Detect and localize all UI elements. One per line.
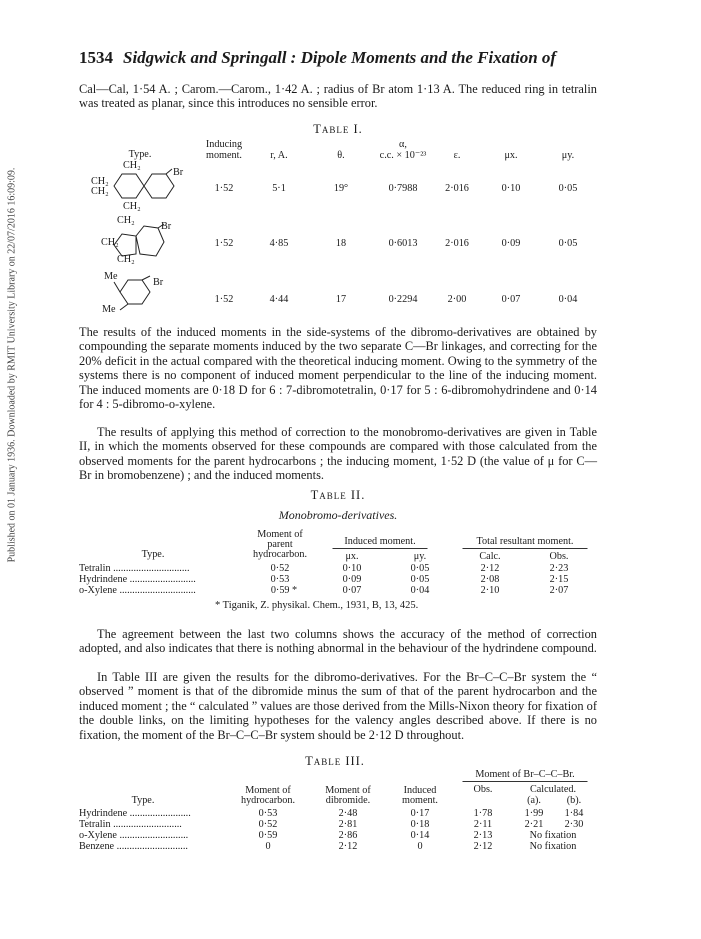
- t1r1-r: 5·1: [272, 183, 286, 194]
- running-title: Sidgwick and Springall : Dipole Moments and the Fixation of: [123, 48, 557, 67]
- download-watermark: Published on 01 January 1936. Downloaded by RMIT University Library on 22/07/2016 16:09:09.: [6, 167, 18, 563]
- t3-h-hydro-1: Moment of: [245, 785, 291, 796]
- table1-title: Table I.: [313, 122, 363, 136]
- t1-s3-br: Br: [153, 277, 164, 288]
- t3r2-a: 2·21: [524, 819, 544, 830]
- t3r3-dibromide: 2·86: [338, 830, 358, 841]
- t1r2-r: 4·85: [269, 238, 289, 249]
- t3-h-b: (b).: [566, 795, 582, 806]
- t2r1-muy: 0·05: [410, 563, 430, 574]
- table1-header-type: Type.: [128, 149, 152, 160]
- t1r3-r: 4·44: [269, 294, 289, 305]
- t2r2-muy: 0·05: [410, 574, 430, 585]
- t1-s3-me-top: Me: [104, 271, 118, 282]
- t2r2-obs: 2·15: [549, 574, 569, 585]
- t1r3-muy: 0·04: [558, 294, 578, 305]
- t2-h-moment-2: parent: [267, 539, 293, 550]
- table2-title: Table II.: [310, 488, 366, 502]
- t2r3-mux: 0·07: [342, 585, 362, 596]
- t2r3-calc: 2·10: [480, 585, 500, 596]
- t2r1-moment: 0·52: [270, 563, 290, 574]
- t1r3-inducing: 1·52: [214, 294, 234, 305]
- t1r3-mux: 0·07: [501, 294, 521, 305]
- t2-h-type: Type.: [141, 549, 165, 560]
- t3r2-b: 2·30: [564, 819, 584, 830]
- t2-h-moment-1: Moment of: [257, 529, 303, 540]
- t1-s1-ch2-top: CH₂: [123, 160, 141, 171]
- page-number: 1534: [79, 48, 113, 67]
- t2-h-moment-3: hydrocarbon.: [252, 549, 308, 560]
- table2-subtitle: Monobromo-derivatives.: [278, 508, 398, 522]
- t2r1-mux: 0·10: [342, 563, 362, 574]
- t3r1-induced: 0·17: [410, 808, 430, 819]
- t1r3-theta: 17: [335, 294, 347, 305]
- t1r2-mux: 0·09: [501, 238, 521, 249]
- t3r4-calc: No fixation: [529, 841, 577, 852]
- t3r3-calc: No fixation: [529, 830, 577, 841]
- t3-h-induced-1: Induced: [403, 785, 437, 796]
- t3r2-induced: 0·18: [410, 819, 430, 830]
- t3-h-induced-2: moment.: [402, 795, 438, 806]
- t3r1-b: 1·84: [564, 808, 584, 819]
- t1-s2-ch2-bottom: CH₂: [117, 254, 135, 265]
- t2r2-type: Hydrindene ..........................: [79, 574, 196, 585]
- t2r2-calc: 2·08: [480, 574, 500, 585]
- t3r4-obs: 2·12: [473, 841, 493, 852]
- t3r1-a: 1·99: [524, 808, 544, 819]
- t3-h-type: Type.: [131, 795, 155, 806]
- t1-s3-me-bottom: Me: [102, 304, 116, 315]
- table3-title: Table III.: [305, 754, 365, 768]
- t1r2-alpha: 0·6013: [388, 238, 418, 249]
- paragraph-agreement: The agreement between the last two columns shows the accuracy of the method of correction adopted, and also indicates that there is nothing abnormal in the behaviour of the hydrindene compound.: [79, 627, 597, 656]
- t2r3-obs: 2·07: [549, 585, 569, 596]
- t2r1-calc: 2·12: [480, 563, 500, 574]
- t3r4-induced: 0: [417, 841, 423, 852]
- t3r4-hydro: 0: [265, 841, 271, 852]
- t2r3-type: o-Xylene ..............................: [79, 585, 196, 596]
- table2-footnote: * Tiganik, Z. physikal. Chem., 1931, B, 13, 425.: [215, 600, 419, 611]
- t3-h-hydro-2: hydrocarbon.: [240, 795, 296, 806]
- intro-paragraph: Cal—Cal, 1·54 A. ; Carom.—Carom., 1·42 A. ; radius of Br atom 1·13 A. The reduced ring in tetralin was treated as planar, since this introduces no sensible error.: [79, 82, 597, 111]
- t2r3-moment: 0·59 *: [270, 585, 298, 596]
- t2-h-obs: Obs.: [549, 551, 569, 562]
- t3r2-type: Tetralin ...........................: [79, 819, 182, 830]
- t2-h-induced: Induced moment.: [333, 536, 428, 549]
- t1-s1-br: Br: [173, 167, 184, 178]
- t1r1-theta: 19°: [333, 183, 349, 194]
- t3r3-type: o-Xylene ...........................: [79, 830, 189, 841]
- t1r1-mux: 0·10: [501, 183, 521, 194]
- t1-s2-br: Br: [161, 221, 172, 232]
- t3r1-type: Hydrindene ........................: [79, 808, 191, 819]
- t1-s1-ch2-left2: CH₂: [91, 186, 109, 197]
- t1r1-muy: 0·05: [558, 183, 578, 194]
- t2-h-muy: μy.: [413, 551, 427, 562]
- t1r2-inducing: 1·52: [214, 238, 234, 249]
- t3r2-hydro: 0·52: [258, 819, 278, 830]
- t3r4-dibromide: 2·12: [338, 841, 358, 852]
- table1-header-r: r, A.: [270, 150, 288, 161]
- table1-header-eps: ε.: [453, 150, 461, 161]
- paragraph-monobromo: The results of applying this method of correction to the monobromo-derivatives are given in Table II, in which the moments observed for these compounds are compared with those calculated from the observed moments for the parent hydrocarbons ; the inducing moment, 1·52 D (the value of μ for C—Br in bromobenzene) ; and the induced moments.: [79, 425, 597, 483]
- t1r1-alpha: 0·7988: [388, 183, 418, 194]
- t3r2-dibromide: 2·81: [338, 819, 358, 830]
- t1r2-muy: 0·05: [558, 238, 578, 249]
- table1-header-theta: θ.: [337, 150, 345, 161]
- t3-h-a: (a).: [527, 795, 541, 806]
- t1r3-alpha: 0·2294: [388, 294, 418, 305]
- table1-header-mux: μx.: [504, 150, 518, 161]
- table1-header-alpha-2: c.c. × 10⁻²³: [379, 150, 427, 161]
- t3r3-obs: 2·13: [473, 830, 493, 841]
- t3r3-induced: 0·14: [410, 830, 430, 841]
- table1-header-muy: μy.: [561, 150, 575, 161]
- t2r1-obs: 2·23: [549, 563, 569, 574]
- t2-h-calc: Calc.: [479, 551, 501, 562]
- t2-h-mux: μx.: [345, 551, 359, 562]
- table1-header-inducing-2: moment.: [206, 150, 242, 161]
- t1-s2-ch2-top: CH₂: [117, 215, 135, 226]
- t1r2-eps: 2·016: [445, 238, 469, 249]
- paragraph-dibromo: In Table III are given the results for the dibromo-derivatives. For the Br–C–C–Br system the “ observed ” moment is that of the dibromide minus the sum of that of the parent hydrocarbon and the induced moment ; the “ calculated ” values are those derived from the Mills-Nixon theory for fixation of the double links, on the limiting hypotheses for the valency angles described above. If there is no fixation, the moment of the Br–C–C–Br system should be 2·12 D throughout.: [79, 670, 597, 742]
- t1r1-inducing: 1·52: [214, 183, 234, 194]
- running-header: [79, 48, 599, 68]
- t2r3-muy: 0·04: [410, 585, 430, 596]
- t3-h-dibromide-2: dibromide.: [325, 795, 371, 806]
- t1-s2-ch2-left: CH₂: [101, 237, 119, 248]
- t3r3-hydro: 0·59: [258, 830, 278, 841]
- t3-h-calculated: Calculated.: [529, 784, 577, 795]
- t3-h-group: Moment of Br–C–C–Br.: [463, 769, 588, 782]
- t3r1-dibromide: 2·48: [338, 808, 358, 819]
- t2r1-type: Tetralin ..............................: [79, 563, 190, 574]
- t3r1-hydro: 0·53: [258, 808, 278, 819]
- t2r2-mux: 0·09: [342, 574, 362, 585]
- t3-h-obs: Obs.: [473, 784, 493, 795]
- t1-s1-ch2-bottom: CH₂: [123, 201, 141, 212]
- t2r2-moment: 0·53: [270, 574, 290, 585]
- t3r1-obs: 1·78: [473, 808, 493, 819]
- t3-h-dibromide-1: Moment of: [325, 785, 371, 796]
- t1r1-eps: 2·016: [445, 183, 469, 194]
- t3r2-obs: 2·11: [473, 819, 493, 830]
- table1-header-inducing-1: Inducing: [205, 139, 243, 150]
- t1r3-eps: 2·00: [447, 294, 467, 305]
- t2-h-total: Total resultant moment.: [463, 536, 588, 549]
- t1-s1-ch2-left1: CH₂: [91, 176, 109, 187]
- table1-header-alpha-1: α,: [399, 139, 407, 150]
- paragraph-induced-moments: The results of the induced moments in the side-systems of the dibromo-derivatives are obtained by compounding the separate moments induced by the two separate C—Br linkages, and correcting for the 20% deficit in the actual compared with the theoretical inducing moment. Owing to the symmetry of the systems there is no component of induced moment perpendicular to the line of the inducing moment. The induced moments are 0·18 D for 6 : 7-dibromotetralin, 0·17 for 5 : 6-dibromohydrindene and 0·14 for 4 : 5-dibromo-o-xylene.: [79, 325, 597, 412]
- t1r2-theta: 18: [335, 238, 347, 249]
- t3r4-type: Benzene ............................: [79, 841, 188, 852]
